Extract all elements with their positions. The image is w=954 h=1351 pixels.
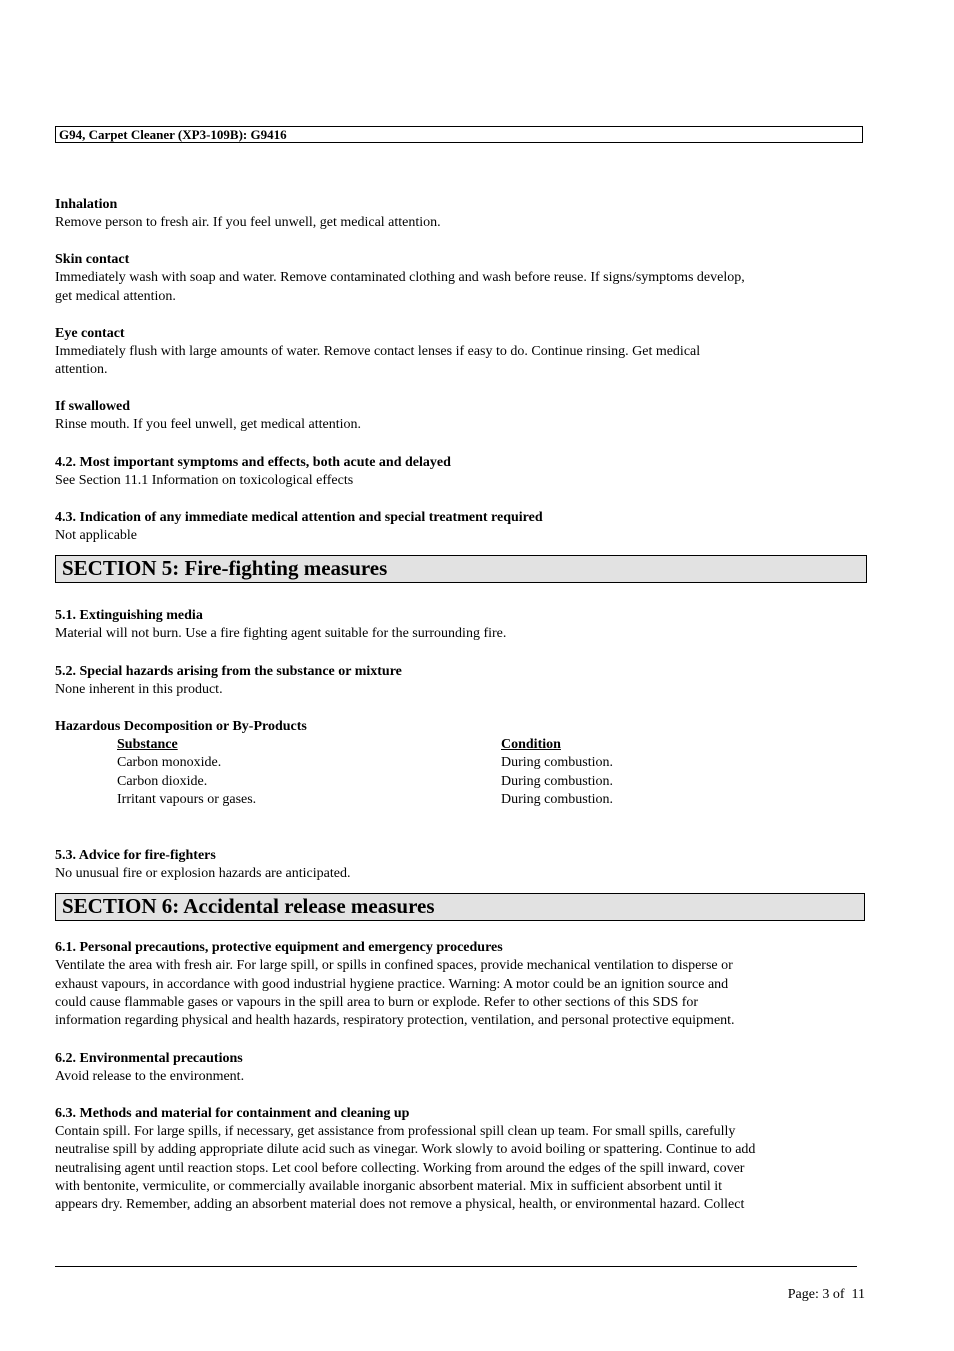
subsection-text: exhaust vapours, in accordance with good industrial hygiene practice. Warning: A motor could be an ignition source and (55, 976, 729, 992)
subsection-heading: Eye contact (55, 325, 125, 341)
subsection-text: None inherent in this product. (55, 681, 223, 697)
subsection-text: Not applicable (55, 528, 138, 544)
subsection-text: Avoid release to the environment. (55, 1068, 245, 1084)
hazardous-decomposition (55, 718, 867, 809)
decomposition-table (55, 736, 867, 809)
column-header-substance: Substance (117, 736, 178, 752)
subsection-5-1 (55, 607, 867, 643)
subsection-heading: Inhalation (55, 197, 118, 212)
subsection-heading: 4.2. Most important symptoms and effects, both acute and delayed (55, 454, 451, 470)
subsection-text: attention. (55, 362, 108, 378)
subsection-text: No unusual fire or explosion hazards are anticipated. (55, 866, 351, 882)
table-header-row (117, 736, 867, 754)
cell-substance: Carbon dioxide. (117, 773, 208, 789)
subsection-text: Immediately flush with large amounts of water. Remove contact lenses if easy to do. Continue rinsing. Get medical (55, 343, 701, 359)
subsection-6-1 (55, 939, 867, 1030)
subsection-text: neutralising agent until reaction stops. Let cool before collecting. Working from around the edges of the spill inward, cover (55, 1160, 745, 1176)
section-6-title: SECTION 6: Accidental release measures (55, 893, 865, 921)
subsection-4-2 (55, 454, 867, 490)
subsection-text: Rinse mouth. If you feel unwell, get medical attention. (55, 417, 361, 433)
footer-divider (55, 1266, 857, 1267)
subsection-text: Remove person to fresh air. If you feel unwell, get medical attention. (55, 215, 441, 230)
cell-condition: During combustion. (501, 755, 613, 771)
document-body (55, 196, 867, 1233)
table-row (117, 754, 867, 772)
subsection-5-2 (55, 663, 867, 699)
subsection-text: See Section 11.1 Information on toxicological effects (55, 472, 354, 488)
subsection-heading: Skin contact (55, 252, 130, 268)
subsection-heading: 6.1. Personal precautions, protective equipment and emergency procedures (55, 940, 503, 956)
cell-substance: Carbon monoxide. (117, 755, 222, 771)
document-header: G94, Carpet Cleaner (XP3-109B): G9416 (55, 126, 863, 143)
subsection-text: appears dry. Remember, adding an absorbent material does not remove a physical, health, or environmental hazard. Collect (55, 1197, 745, 1213)
subsection-text: get medical attention. (55, 288, 176, 304)
first-aid-inhalation (55, 196, 867, 232)
first-aid-skin-contact (55, 251, 867, 306)
table-row (117, 791, 867, 809)
subsection-heading: If swallowed (55, 399, 131, 415)
page-number: Page: 3 of 11 (787, 1287, 865, 1302)
subsection-text: Ventilate the area with fresh air. For large spill, or spills in confined spaces, provide mechanical ventilation to disperse or (55, 958, 733, 974)
subsection-text: could cause flammable gases or vapours in the spill area to burn or explode. Refer to other sections of this SDS for (55, 995, 699, 1011)
section-5-title: SECTION 5: Fire-fighting measures (55, 555, 867, 583)
subsection-text: with bentonite, vermiculite, or commercially available inorganic absorbent material. Mix in sufficient absorbent until it (55, 1178, 723, 1194)
subsection-heading: 6.3. Methods and material for containment and cleaning up (55, 1105, 410, 1121)
subsection-6-2 (55, 1050, 867, 1086)
subsection-heading: Hazardous Decomposition or By-Products (55, 718, 307, 734)
subsection-5-3 (55, 847, 867, 883)
subsection-text: Material will not burn. Use a fire fighting agent suitable for the surrounding fire. (55, 626, 507, 642)
first-aid-if-swallowed (55, 398, 867, 434)
subsection-heading: 5.2. Special hazards arising from the substance or mixture (55, 663, 402, 679)
subsection-heading: 5.1. Extinguishing media (55, 608, 203, 624)
subsection-text: neutralise spill by adding appropriate dilute acid such as vinegar. Work slowly to avoid boiling or spattering. Continue to add (55, 1142, 756, 1158)
first-aid-eye-contact (55, 325, 867, 380)
subsection-text: Contain spill. For large spills, if necessary, get assistance from professional spill clean up team. For small spills, carefully (55, 1123, 736, 1139)
cell-condition: During combustion. (501, 791, 613, 807)
subsection-6-3 (55, 1105, 867, 1214)
column-header-condition: Condition (501, 736, 561, 752)
table-row (117, 773, 867, 791)
cell-substance: Irritant vapours or gases. (117, 791, 257, 807)
subsection-4-3 (55, 509, 867, 545)
cell-condition: During combustion. (501, 773, 613, 789)
subsection-heading: 4.3. Indication of any immediate medical attention and special treatment required (55, 510, 543, 526)
subsection-heading: 5.3. Advice for fire-fighters (55, 848, 216, 864)
subsection-text: information regarding physical and health hazards, respiratory protection, ventilation, and personal protective equipment. (55, 1013, 735, 1029)
subsection-heading: 6.2. Environmental precautions (55, 1050, 243, 1066)
subsection-text: Immediately wash with soap and water. Remove contaminated clothing and wash before reuse. If signs/symptoms develop, (55, 270, 745, 286)
